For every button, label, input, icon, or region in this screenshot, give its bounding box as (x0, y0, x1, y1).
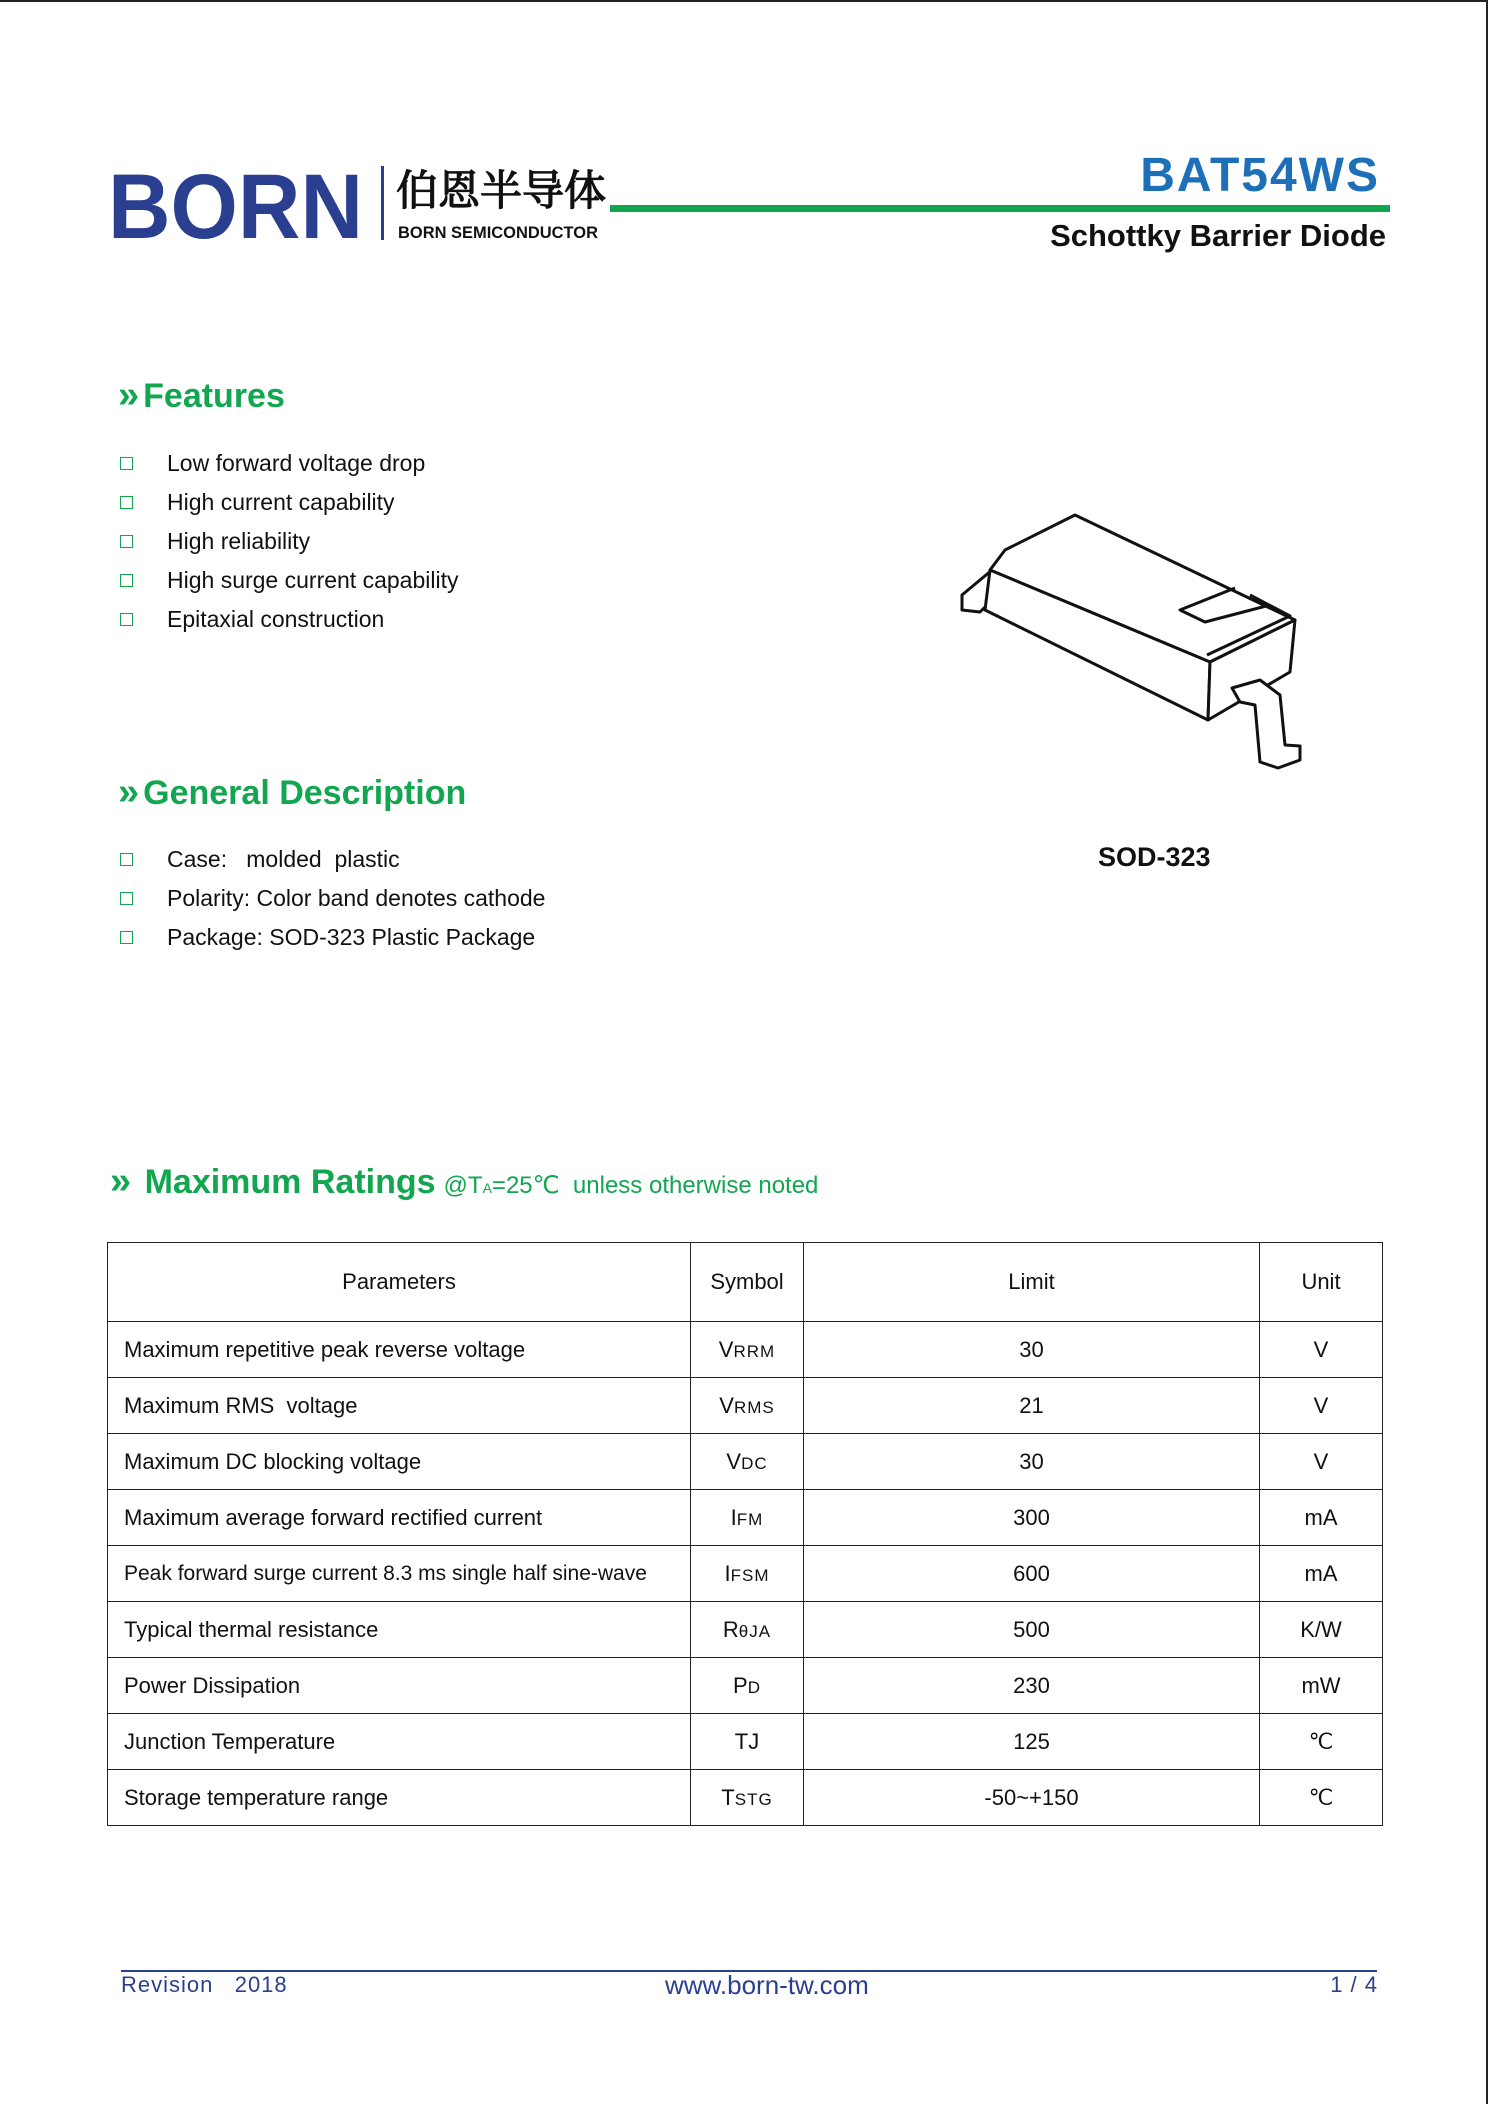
description-heading (118, 771, 466, 814)
description-item: Package: SOD-323 Plastic Package (120, 918, 545, 957)
limit-cell: 230 (804, 1658, 1260, 1714)
checkbox-icon (120, 574, 133, 587)
checkbox-icon (120, 496, 133, 509)
table-row (108, 1434, 1383, 1490)
symbol-cell: RθJA (691, 1602, 804, 1658)
checkbox-icon (120, 853, 133, 866)
ratings-title: Maximum Ratings (144, 1163, 436, 1201)
unit-cell: mA (1260, 1546, 1383, 1602)
col-parameters: Parameters (108, 1243, 691, 1322)
package-label: SOD-323 (1098, 842, 1211, 872)
param-cell: Maximum RMS voltage (108, 1378, 691, 1434)
unit-cell: ℃ (1260, 1770, 1383, 1826)
chevron-icon: » (110, 1160, 132, 1202)
checkbox-icon (120, 892, 133, 905)
col-unit: Unit (1260, 1243, 1383, 1322)
limit-cell: 30 (804, 1322, 1260, 1378)
unit-cell: V (1260, 1378, 1383, 1434)
logo-cn: 伯恩半导体 (396, 166, 607, 215)
unit-cell: V (1260, 1434, 1383, 1490)
limit-cell: 600 (804, 1546, 1260, 1602)
table-row (108, 1322, 1383, 1378)
ratings-condition: @TA=25℃ unless otherwise noted (443, 1172, 819, 1199)
description-item: Polarity: Color band denotes cathode (120, 879, 545, 918)
born-logo (108, 160, 608, 250)
symbol-cell: VDC (691, 1434, 804, 1490)
symbol-cell: IFM (691, 1490, 804, 1546)
logo-mark: BORN (108, 160, 363, 250)
page-number: 1 / 4 (1330, 1972, 1378, 1997)
table-row (108, 1378, 1383, 1434)
part-subtitle: Schottky Barrier Diode (1050, 218, 1386, 253)
features-list (120, 444, 458, 639)
param-cell: Storage temperature range (108, 1770, 691, 1826)
header-rule (610, 205, 1390, 212)
symbol-cell: VRMS (691, 1378, 804, 1434)
features-heading (118, 374, 285, 417)
limit-cell: 300 (804, 1490, 1260, 1546)
symbol-cell: TSTG (691, 1770, 804, 1826)
param-cell: Maximum average forward rectified current (108, 1490, 691, 1546)
max-ratings-table (107, 1242, 1383, 1826)
feature-item: Low forward voltage drop (120, 444, 458, 483)
table-row (108, 1714, 1383, 1770)
symbol-cell: VRRM (691, 1322, 804, 1378)
unit-cell: V (1260, 1322, 1383, 1378)
checkbox-icon (120, 613, 133, 626)
table-row (108, 1658, 1383, 1714)
website-link[interactable]: www.born-tw.com (665, 1970, 869, 2000)
revision-label: Revision 2018 (121, 1972, 288, 1997)
limit-cell: 30 (804, 1434, 1260, 1490)
feature-item: High surge current capability (120, 561, 458, 600)
description-title: General Description (143, 774, 467, 812)
features-title: Features (143, 377, 285, 415)
ratings-heading (110, 1160, 818, 1203)
description-item: Case: molded plastic (120, 840, 545, 879)
col-symbol: Symbol (691, 1243, 804, 1322)
table-row (108, 1770, 1383, 1826)
table-header-row (108, 1243, 1383, 1322)
param-cell: Peak forward surge current 8.3 ms single half sine-wave (108, 1546, 691, 1602)
symbol-cell: TJ (691, 1714, 804, 1770)
param-cell: Power Dissipation (108, 1658, 691, 1714)
unit-cell: ℃ (1260, 1714, 1383, 1770)
unit-cell: mW (1260, 1658, 1383, 1714)
limit-cell: 500 (804, 1602, 1260, 1658)
param-cell: Maximum DC blocking voltage (108, 1434, 691, 1490)
logo-en: BORN SEMICONDUCTOR (398, 223, 598, 242)
table-row (108, 1490, 1383, 1546)
chevron-icon: » (118, 771, 140, 813)
sod323-package-icon (950, 510, 1330, 780)
part-number: BAT54WS (1140, 149, 1380, 202)
unit-cell: K/W (1260, 1602, 1383, 1658)
description-list (120, 840, 545, 957)
table-row (108, 1602, 1383, 1658)
param-cell: Junction Temperature (108, 1714, 691, 1770)
limit-cell: 21 (804, 1378, 1260, 1434)
feature-item: High reliability (120, 522, 458, 561)
param-cell: Maximum repetitive peak reverse voltage (108, 1322, 691, 1378)
feature-item: High current capability (120, 483, 458, 522)
unit-cell: mA (1260, 1490, 1383, 1546)
limit-cell: 125 (804, 1714, 1260, 1770)
param-cell: Typical thermal resistance (108, 1602, 691, 1658)
symbol-cell: PD (691, 1658, 804, 1714)
table-row (108, 1546, 1383, 1602)
checkbox-icon (120, 535, 133, 548)
limit-cell: -50~+150 (804, 1770, 1260, 1826)
chevron-icon: » (118, 374, 140, 416)
symbol-cell: IFSM (691, 1546, 804, 1602)
col-limit: Limit (804, 1243, 1260, 1322)
feature-item: Epitaxial construction (120, 600, 458, 639)
checkbox-icon (120, 457, 133, 470)
checkbox-icon (120, 931, 133, 944)
